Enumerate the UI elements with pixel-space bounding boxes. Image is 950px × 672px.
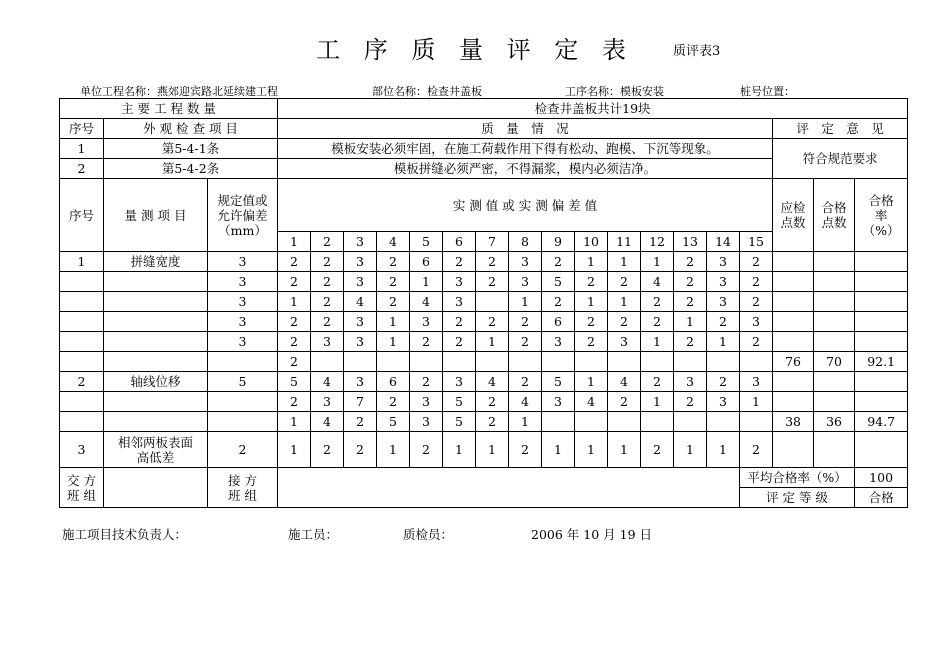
measure-pass <box>814 292 855 312</box>
measure-value: 1 <box>509 292 542 312</box>
measure-value: 2 <box>641 372 674 392</box>
measure-row <box>60 352 908 372</box>
appearance-header-row <box>60 119 908 139</box>
measure-value: 1 <box>509 412 542 432</box>
measure-row <box>60 412 908 432</box>
measure-value: 2 <box>575 312 608 332</box>
measure-value: 3 <box>311 392 344 412</box>
appearance-seq: 1 <box>60 139 104 159</box>
measure-seq <box>60 292 104 312</box>
measure-value: 4 <box>410 292 443 312</box>
measure-value: 2 <box>311 272 344 292</box>
column-number: 4 <box>377 232 410 252</box>
measure-value: 3 <box>740 312 773 332</box>
measure-pass <box>814 332 855 352</box>
measure-header-row <box>60 179 908 232</box>
column-number: 15 <box>740 232 773 252</box>
measure-value: 2 <box>278 392 311 412</box>
measure-value: 2 <box>377 252 410 272</box>
measure-seq <box>60 332 104 352</box>
measure-seq <box>60 392 104 412</box>
measure-value: 1 <box>707 432 740 468</box>
measure-item <box>104 272 208 292</box>
receive-line: 接 方 <box>228 472 257 488</box>
appearance-quality: 模板安装必须牢固，在施工荷载作用下得有松动、跑模、下沉等现象。 <box>278 139 773 159</box>
unit-project-name: 单位工程名称：燕郊迎宾路北延续建工程 <box>80 85 278 98</box>
measure-value: 2 <box>740 292 773 312</box>
avg-rate-value: 100 <box>855 468 908 488</box>
measure-value: 5 <box>542 272 575 292</box>
measure-value: 5 <box>278 372 311 392</box>
measure-value <box>377 352 410 372</box>
column-number: 2 <box>311 232 344 252</box>
measure-value <box>575 412 608 432</box>
worker-label: 施工员： <box>288 527 339 542</box>
measure-value: 1 <box>476 432 509 468</box>
measure-spec: 3 <box>208 292 278 312</box>
measure-spec <box>208 352 278 372</box>
measure-value <box>641 352 674 372</box>
measure-value: 1 <box>377 332 410 352</box>
measure-value: 3 <box>344 332 377 352</box>
appearance-quality: 模板拼缝必须严密，不得漏浆，模内必须洁净。 <box>278 159 773 179</box>
values-header: 实 测 值 或 实 测 偏 差 值 <box>278 179 773 232</box>
signature-row <box>60 468 908 488</box>
appearance-item: 第5-4-1条 <box>104 139 278 159</box>
measure-value: 5 <box>377 412 410 432</box>
part-name: 部位名称：检查井盖板 <box>372 85 482 98</box>
measure-value <box>608 352 641 372</box>
measure-value: 2 <box>476 392 509 412</box>
measure-value: 4 <box>476 372 509 392</box>
measure-value: 2 <box>641 312 674 332</box>
measure-value: 3 <box>707 392 740 412</box>
measure-item: 拼缝宽度 <box>104 252 208 272</box>
measure-value <box>674 352 707 372</box>
measure-value: 2 <box>476 312 509 332</box>
measure-value: 2 <box>740 432 773 468</box>
hand-over-sign <box>104 468 208 508</box>
quantity-value: 检查井盖板共计19块 <box>278 99 908 119</box>
measure-value <box>443 352 476 372</box>
measure-value: 3 <box>608 332 641 352</box>
column-number: 6 <box>443 232 476 252</box>
rate-header-line: 率 <box>874 207 888 223</box>
measure-value <box>641 412 674 432</box>
measure-value: 3 <box>344 312 377 332</box>
measure-value: 2 <box>443 252 476 272</box>
measure-value: 6 <box>542 312 575 332</box>
measure-value: 2 <box>311 292 344 312</box>
measure-rate: 94.7 <box>855 412 908 432</box>
quantity-row <box>60 99 908 119</box>
measure-count <box>773 432 814 468</box>
measure-item <box>104 292 208 312</box>
measure-value: 3 <box>674 372 707 392</box>
measure-row <box>60 272 908 292</box>
column-number: 13 <box>674 232 707 252</box>
measure-pass <box>814 432 855 468</box>
measure-value: 1 <box>278 412 311 432</box>
column-number: 14 <box>707 232 740 252</box>
measure-item-line: 相邻两板表面 <box>117 434 193 450</box>
measure-value: 1 <box>740 392 773 412</box>
measure-value: 2 <box>410 372 443 392</box>
measure-value: 1 <box>641 392 674 412</box>
hand-over-line: 交 方 <box>67 472 96 488</box>
form-number: 质评表3 <box>673 44 721 59</box>
measure-item <box>104 332 208 352</box>
measure-row <box>60 392 908 412</box>
measure-value: 2 <box>278 312 311 332</box>
measure-spec <box>208 412 278 432</box>
measure-value: 3 <box>344 252 377 272</box>
page-title: 工 序 质 量 评 定 表 <box>316 36 634 64</box>
measure-value: 2 <box>674 332 707 352</box>
measure-value: 2 <box>278 332 311 352</box>
measure-value: 3 <box>740 372 773 392</box>
measure-value: 6 <box>410 252 443 272</box>
hand-over-label <box>60 468 104 508</box>
measure-spec: 3 <box>208 252 278 272</box>
measure-value: 2 <box>377 272 410 292</box>
column-number: 9 <box>542 232 575 252</box>
measure-count <box>773 292 814 312</box>
measure-value: 1 <box>377 432 410 468</box>
measure-count <box>773 372 814 392</box>
measure-value: 4 <box>344 292 377 312</box>
appearance-item: 第5-4-2条 <box>104 159 278 179</box>
measure-value: 3 <box>542 332 575 352</box>
receive-sign <box>278 468 740 508</box>
rate-header-line: （%） <box>862 222 900 238</box>
measure-value: 2 <box>641 292 674 312</box>
measure-value: 1 <box>674 312 707 332</box>
measure-value: 1 <box>575 292 608 312</box>
measure-value: 2 <box>311 312 344 332</box>
measure-value <box>608 412 641 432</box>
measure-value: 2 <box>740 332 773 352</box>
measure-value <box>311 352 344 372</box>
spec-header-line: 规定值或 <box>217 192 268 208</box>
measure-count: 76 <box>773 352 814 372</box>
measure-pass <box>814 252 855 272</box>
measure-value: 2 <box>476 252 509 272</box>
measure-value: 2 <box>377 392 410 412</box>
measure-spec: 5 <box>208 372 278 392</box>
measure-value <box>740 412 773 432</box>
measure-value: 2 <box>443 312 476 332</box>
measure-value: 1 <box>575 372 608 392</box>
measure-value <box>344 352 377 372</box>
measure-value <box>707 412 740 432</box>
pass-header-line: 点数 <box>821 215 847 230</box>
grade-label: 评 定 等 级 <box>740 488 855 508</box>
measure-value: 3 <box>443 272 476 292</box>
tech-lead-label: 施工项目技术负责人： <box>62 527 188 542</box>
measure-value: 2 <box>674 272 707 292</box>
measure-seq <box>60 312 104 332</box>
measure-value: 2 <box>311 252 344 272</box>
measure-value: 2 <box>641 432 674 468</box>
measure-rate <box>855 272 908 292</box>
measure-item <box>104 412 208 432</box>
measure-value <box>707 352 740 372</box>
measure-item-header: 量 测 项 目 <box>104 179 208 252</box>
measure-pass: 70 <box>814 352 855 372</box>
column-number: 7 <box>476 232 509 252</box>
measure-row <box>60 292 908 312</box>
measure-value: 1 <box>377 312 410 332</box>
measure-value: 3 <box>410 412 443 432</box>
measure-value: 1 <box>641 332 674 352</box>
measure-item <box>104 392 208 412</box>
measure-value: 1 <box>410 272 443 292</box>
measure-count <box>773 252 814 272</box>
measure-row <box>60 332 908 352</box>
measure-value <box>575 352 608 372</box>
measure-value: 2 <box>509 312 542 332</box>
measure-item: 轴线位移 <box>104 372 208 392</box>
rate-header-line: 合格 <box>868 192 894 208</box>
measure-value: 2 <box>344 412 377 432</box>
measure-value: 2 <box>674 392 707 412</box>
station-position: 桩号位置： <box>740 85 795 98</box>
measure-count <box>773 392 814 412</box>
column-number: 5 <box>410 232 443 252</box>
measure-seq <box>60 352 104 372</box>
quantity-label: 主 要 工 程 数 量 <box>60 99 278 119</box>
measure-count <box>773 332 814 352</box>
appearance-row <box>60 139 908 159</box>
measure-value: 2 <box>674 252 707 272</box>
grade-value: 合格 <box>855 488 908 508</box>
measure-value: 2 <box>575 272 608 292</box>
measure-value: 1 <box>278 292 311 312</box>
measure-rate <box>855 372 908 392</box>
hand-over-line: 班 组 <box>67 487 96 503</box>
measure-value: 2 <box>674 292 707 312</box>
measure-value: 3 <box>509 252 542 272</box>
measure-value: 2 <box>575 332 608 352</box>
measure-value: 1 <box>707 332 740 352</box>
measure-rate <box>855 392 908 412</box>
inspector-label: 质检员： <box>403 527 454 542</box>
measure-value: 2 <box>542 292 575 312</box>
measure-spec: 3 <box>208 272 278 292</box>
measure-value: 3 <box>344 272 377 292</box>
measure-value: 2 <box>278 352 311 372</box>
rate-header <box>855 179 908 252</box>
pass-header <box>814 179 855 252</box>
receive-label <box>208 468 278 508</box>
measure-value <box>674 412 707 432</box>
measure-spec: 2 <box>208 432 278 468</box>
quality-table <box>59 98 908 508</box>
measure-rate <box>855 432 908 468</box>
measure-count <box>773 312 814 332</box>
appearance-item-header: 外 观 检 查 项 目 <box>104 119 278 139</box>
measure-value: 2 <box>608 272 641 292</box>
measure-spec: 3 <box>208 312 278 332</box>
measure-value <box>740 352 773 372</box>
process-name: 工序名称：模板安装 <box>565 85 664 98</box>
measure-row <box>60 372 908 392</box>
measure-value <box>509 352 542 372</box>
measure-pass <box>814 312 855 332</box>
measure-value: 1 <box>608 432 641 468</box>
quality-header: 质 量 情 况 <box>278 119 773 139</box>
measure-value: 1 <box>443 432 476 468</box>
measure-value: 3 <box>443 292 476 312</box>
measure-spec: 3 <box>208 332 278 352</box>
measure-value: 2 <box>377 292 410 312</box>
measure-value: 4 <box>311 412 344 432</box>
column-number: 1 <box>278 232 311 252</box>
measure-value: 2 <box>608 312 641 332</box>
measure-item <box>104 432 208 468</box>
measure-seq: 2 <box>60 372 104 392</box>
measure-value: 3 <box>410 312 443 332</box>
measure-rate <box>855 312 908 332</box>
measure-value: 2 <box>278 272 311 292</box>
spec-header <box>208 179 278 252</box>
measure-value: 3 <box>311 332 344 352</box>
measure-value: 4 <box>311 372 344 392</box>
measure-value: 2 <box>740 252 773 272</box>
date-label: 2006 年 10 月 19 日 <box>531 527 652 542</box>
measure-value: 2 <box>509 332 542 352</box>
count-header-line: 应检 <box>780 200 806 215</box>
measure-value <box>542 352 575 372</box>
measure-value: 3 <box>707 292 740 312</box>
measure-value: 4 <box>509 392 542 412</box>
measure-value: 2 <box>311 432 344 468</box>
measure-value: 3 <box>542 392 575 412</box>
measure-value: 3 <box>707 272 740 292</box>
measure-pass: 36 <box>814 412 855 432</box>
measure-value: 4 <box>575 392 608 412</box>
measure-value: 2 <box>410 432 443 468</box>
measure-value: 2 <box>509 372 542 392</box>
measure-value: 2 <box>443 332 476 352</box>
measure-value: 2 <box>476 412 509 432</box>
measure-value: 1 <box>608 252 641 272</box>
measure-rate <box>855 292 908 312</box>
measure-item <box>104 312 208 332</box>
measure-value: 3 <box>410 392 443 412</box>
measure-value: 2 <box>542 252 575 272</box>
count-header-line: 点数 <box>780 215 806 230</box>
measure-value: 2 <box>608 392 641 412</box>
measure-seq <box>60 412 104 432</box>
appearance-seq-header: 序号 <box>60 119 104 139</box>
measure-row <box>60 312 908 332</box>
measure-value: 3 <box>707 252 740 272</box>
measure-value <box>476 352 509 372</box>
receive-line: 班 组 <box>228 487 257 503</box>
measure-pass <box>814 372 855 392</box>
column-number: 8 <box>509 232 542 252</box>
measure-value: 2 <box>740 272 773 292</box>
spec-header-line: 允许偏差 <box>217 207 268 223</box>
measure-item-line: 高低差 <box>136 449 175 465</box>
count-header <box>773 179 814 252</box>
measure-pass <box>814 272 855 292</box>
spec-header-line: （mm） <box>218 222 267 238</box>
measure-value: 2 <box>278 252 311 272</box>
column-number: 11 <box>608 232 641 252</box>
measure-value: 3 <box>509 272 542 292</box>
measure-value: 1 <box>476 332 509 352</box>
measure-value <box>410 352 443 372</box>
measure-value: 3 <box>443 372 476 392</box>
column-number: 12 <box>641 232 674 252</box>
measure-item <box>104 352 208 372</box>
measure-value: 1 <box>641 252 674 272</box>
measure-count <box>773 272 814 292</box>
avg-rate-label: 平均合格率（%） <box>740 468 855 488</box>
measure-rate <box>855 332 908 352</box>
column-number: 10 <box>575 232 608 252</box>
measure-value: 2 <box>344 432 377 468</box>
pass-header-line: 合格 <box>821 200 847 215</box>
measure-value: 4 <box>641 272 674 292</box>
measure-value <box>476 292 509 312</box>
measure-seq-header: 序号 <box>60 179 104 252</box>
measure-value: 2 <box>476 272 509 292</box>
measure-value: 1 <box>575 432 608 468</box>
measure-value: 2 <box>410 332 443 352</box>
measure-value: 1 <box>278 432 311 468</box>
measure-value: 1 <box>674 432 707 468</box>
opinion-header: 评 定 意 见 <box>773 119 908 139</box>
measure-value: 4 <box>608 372 641 392</box>
measure-value: 2 <box>707 312 740 332</box>
measure-count: 38 <box>773 412 814 432</box>
measure-row <box>60 252 908 272</box>
measure-value: 5 <box>443 392 476 412</box>
measure-value: 3 <box>344 372 377 392</box>
measure-seq: 3 <box>60 432 104 468</box>
measure-value: 1 <box>608 292 641 312</box>
measure-value: 6 <box>377 372 410 392</box>
measure-value: 1 <box>542 432 575 468</box>
appearance-seq: 2 <box>60 159 104 179</box>
measure-value: 2 <box>509 432 542 468</box>
measure-pass <box>814 392 855 412</box>
measure-value: 5 <box>443 412 476 432</box>
measure-value: 1 <box>575 252 608 272</box>
column-number: 3 <box>344 232 377 252</box>
appearance-opinion: 符合规范要求 <box>773 139 908 179</box>
measure-row <box>60 432 908 468</box>
measure-value <box>542 412 575 432</box>
measure-value: 2 <box>707 372 740 392</box>
measure-seq: 1 <box>60 252 104 272</box>
measure-seq <box>60 272 104 292</box>
measure-value: 7 <box>344 392 377 412</box>
measure-value: 5 <box>542 372 575 392</box>
measure-rate: 92.1 <box>855 352 908 372</box>
measure-rate <box>855 252 908 272</box>
measure-spec <box>208 392 278 412</box>
